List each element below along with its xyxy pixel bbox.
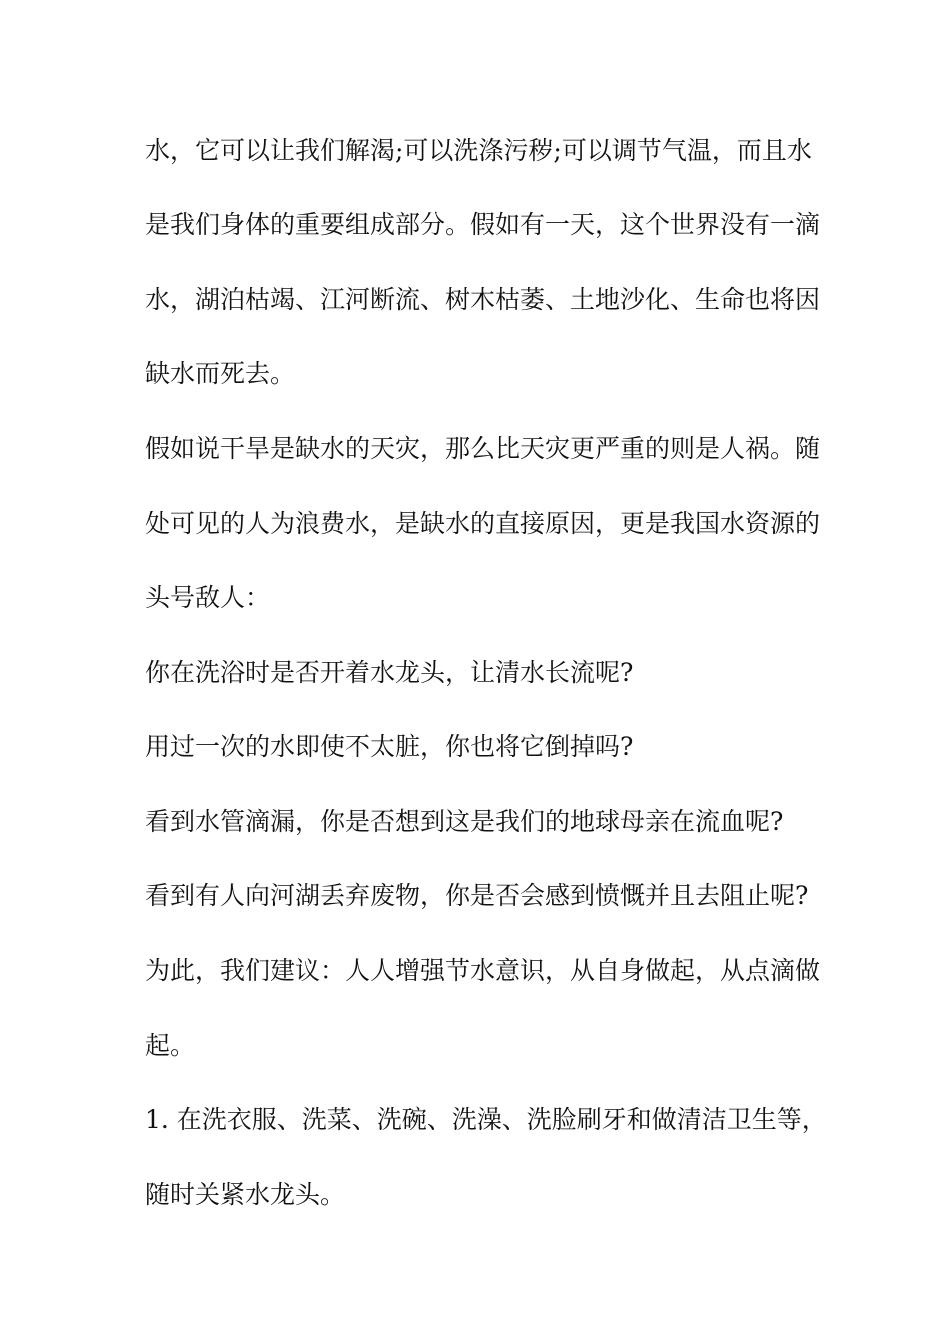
question-line: 看到有人向河湖丢弃废物，你是否会感到愤慨并且去阻止呢? <box>145 881 809 910</box>
paragraph-line: 缺水而死去。 <box>145 359 296 388</box>
question-line: 看到水管滴漏，你是否想到这是我们的地球母亲在流血呢? <box>145 807 784 836</box>
question-line: 用过一次的水即使不太脏，你也将它倒掉吗? <box>145 732 634 761</box>
paragraph-line: 起。 <box>145 1031 196 1060</box>
paragraph-line: 是我们身体的重要组成部分。假如有一天，这个世界没有一滴 <box>145 210 821 239</box>
paragraph-line: 为此，我们建议：人人增强节水意识，从自身做起，从点滴做 <box>145 956 821 985</box>
paragraph-line: 假如说干旱是缺水的天灾，那么比天灾更严重的则是人祸。随 <box>145 434 821 463</box>
paragraph-line: 头号敌人： <box>145 583 271 612</box>
paragraph-line: 水，湖泊枯竭、江河断流、树木枯萎、土地沙化、生命也将因 <box>145 285 821 314</box>
list-item-line: 随时关紧水龙头。 <box>145 1180 346 1209</box>
paragraph-line: 处可见的人为浪费水，是缺水的直接原因，更是我国水资源的 <box>145 509 821 538</box>
question-line: 你在洗浴时是否开着水龙头，让清水长流呢? <box>145 658 634 687</box>
paragraph-line: 水，它可以让我们解渴;可以洗涤污秽;可以调节气温，而且水 <box>145 136 812 165</box>
list-item-line: 1. 在洗衣服、洗菜、洗碗、洗澡、洗脸刷牙和做清洁卫生等， <box>145 1105 827 1134</box>
